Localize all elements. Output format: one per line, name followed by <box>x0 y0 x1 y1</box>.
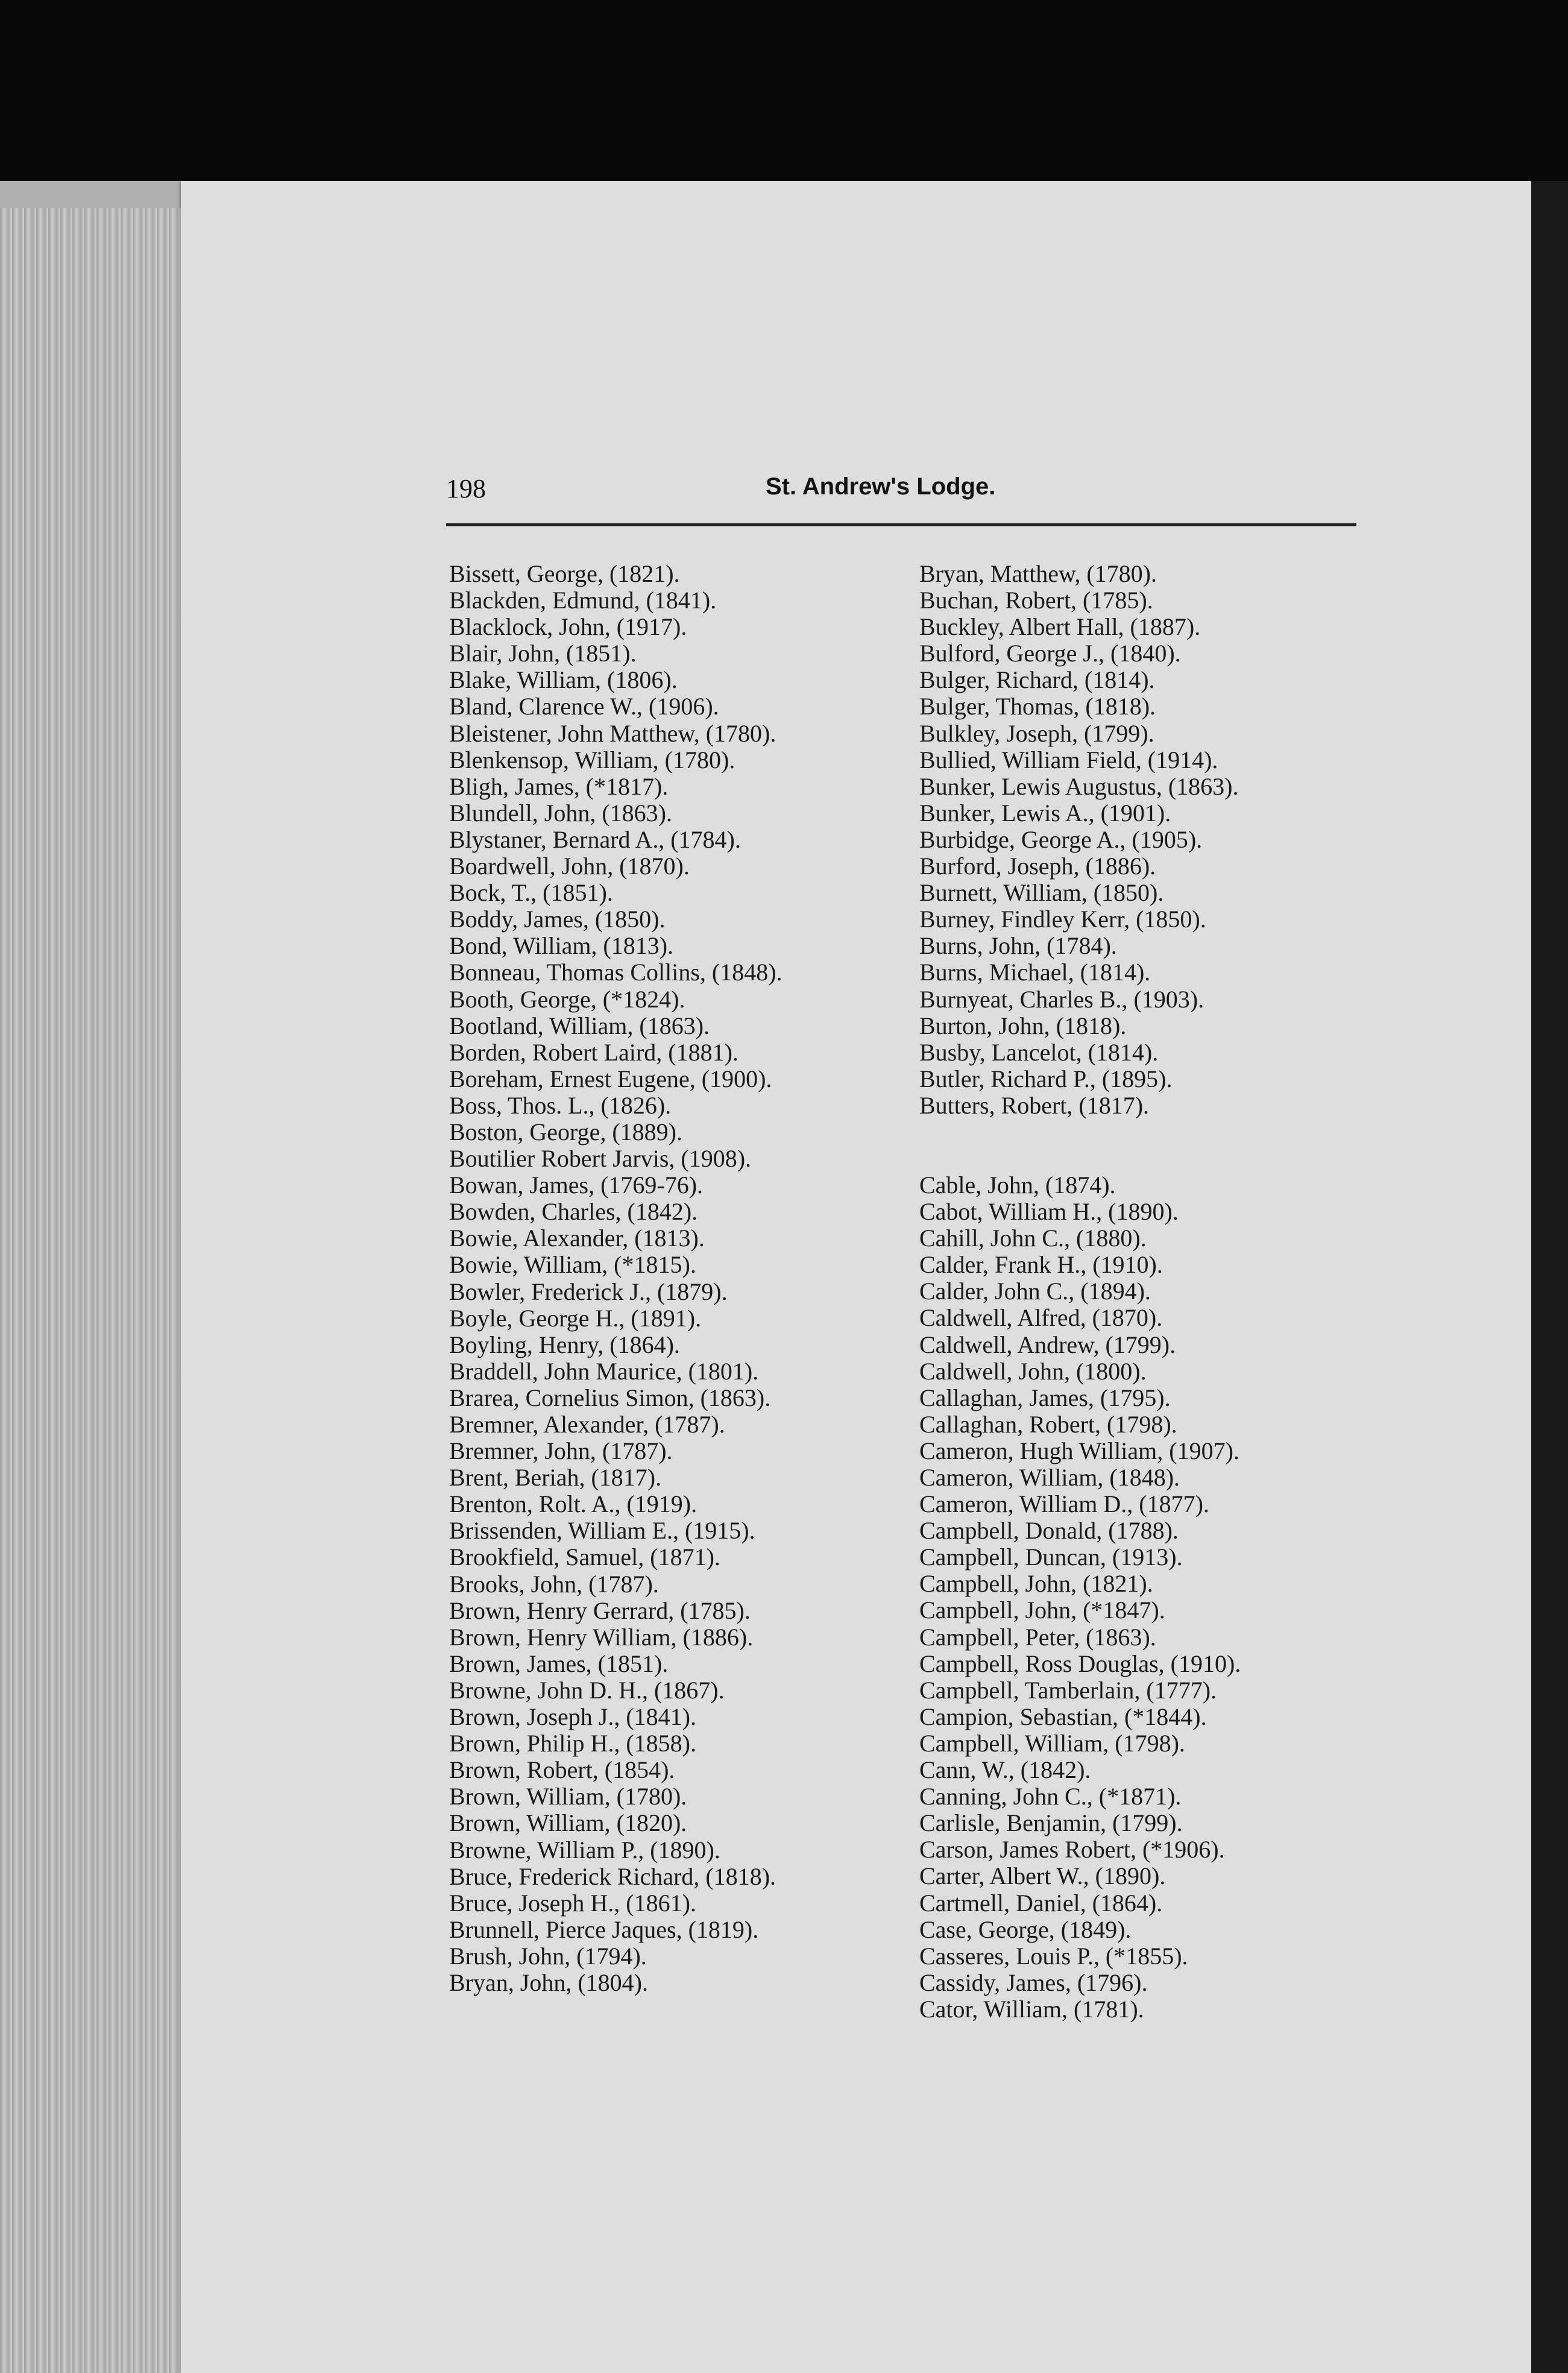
list-item: Bleistener, John Matthew, (1780). <box>449 719 776 747</box>
page-header <box>446 473 1356 522</box>
list-item: Bunker, Lewis Augustus, (1863). <box>919 772 1239 800</box>
list-item: Bock, T., (1851). <box>449 879 613 907</box>
list-item: Boyle, George H., (1891). <box>449 1304 702 1332</box>
list-item: Cahill, John C., (1880). <box>919 1224 1147 1252</box>
list-item: Buckley, Albert Hall, (1887). <box>919 613 1201 641</box>
list-item: Caldwell, Alfred, (1870). <box>919 1304 1163 1332</box>
list-item: Campion, Sebastian, (*1844). <box>919 1703 1207 1730</box>
list-item: Brenton, Rolt. A., (1919). <box>449 1490 697 1518</box>
list-item: Brarea, Cornelius Simon, (1863). <box>449 1384 771 1411</box>
list-item: Carson, James Robert, (*1906). <box>919 1836 1225 1864</box>
list-item: Bowden, Charles, (1842). <box>449 1198 698 1226</box>
list-item: Calder, John C., (1894). <box>919 1278 1151 1305</box>
list-item: Brown, William, (1820). <box>449 1809 687 1837</box>
list-item: Busby, Lancelot, (1814). <box>919 1038 1159 1066</box>
list-item: Bryan, Matthew, (1780). <box>919 560 1157 587</box>
page-number: 198 <box>446 474 486 503</box>
list-item: Blystaner, Bernard A., (1784). <box>449 825 741 853</box>
list-item: Bond, William, (1813). <box>449 932 674 960</box>
list-item: Blacklock, John, (1917). <box>449 613 687 641</box>
list-item: Brown, Henry William, (1886). <box>449 1623 754 1651</box>
list-item: Campbell, William, (1798). <box>919 1729 1185 1757</box>
list-item: Blundell, John, (1863). <box>449 799 672 827</box>
list-item: Brown, James, (1851). <box>449 1650 669 1677</box>
list-item: Campbell, John, (*1847). <box>919 1596 1165 1624</box>
page-edges <box>0 208 199 2373</box>
right-column <box>919 561 1378 2023</box>
running-title: St. Andrew's Lodge. <box>766 473 996 500</box>
list-item: Campbell, Duncan, (1913). <box>919 1543 1183 1571</box>
list-item: Brent, Beriah, (1817). <box>449 1464 662 1492</box>
list-item: Burford, Joseph, (1886). <box>919 852 1156 880</box>
list-item: Campbell, Peter, (1863). <box>919 1623 1156 1651</box>
list-item: Cameron, William D., (1877). <box>919 1490 1209 1518</box>
list-item: Bligh, James, (*1817). <box>449 772 669 800</box>
list-item: Buchan, Robert, (1785). <box>919 587 1153 614</box>
list-item: Casseres, Louis P., (*1855). <box>919 1942 1188 1970</box>
right-margin-dark <box>1531 181 1568 2373</box>
list-item: Campbell, Ross Douglas, (1910). <box>919 1650 1241 1677</box>
list-item: Bowan, James, (1769-76). <box>449 1171 704 1199</box>
list-item: Bowie, William, (*1815). <box>449 1251 696 1279</box>
list-item: Burney, Findley Kerr, (1850). <box>919 906 1206 933</box>
left-column <box>449 561 925 1996</box>
list-item: Burns, Michael, (1814). <box>919 959 1151 986</box>
list-item: Brissenden, William E., (1915). <box>449 1517 755 1545</box>
list-item: Bowler, Frederick J., (1879). <box>449 1278 728 1305</box>
list-item: Campbell, Tamberlain, (1777). <box>919 1676 1217 1704</box>
list-item: Bunker, Lewis A., (1901). <box>919 799 1171 827</box>
list-item: Burnyeat, Charles B., (1903). <box>919 985 1204 1013</box>
list-item: Cable, John, (1874). <box>919 1171 1116 1199</box>
list-item: Bryan, John, (1804). <box>449 1968 648 1996</box>
list-item: Calder, Frank H., (1910). <box>919 1251 1163 1279</box>
list-item: Bootland, William, (1863). <box>449 1012 710 1039</box>
list-item: Brookfield, Samuel, (1871). <box>449 1543 720 1571</box>
list-item: Cassidy, James, (1796). <box>919 1968 1148 1996</box>
list-item: Brown, William, (1780). <box>449 1783 687 1810</box>
list-item: Boddy, James, (1850). <box>449 906 666 933</box>
list-item: Bremner, John, (1787). <box>449 1437 673 1465</box>
list-item: Burnett, William, (1850). <box>919 879 1164 907</box>
list-item: Carter, Albert W., (1890). <box>919 1862 1166 1890</box>
list-item: Cann, W., (1842). <box>919 1756 1091 1784</box>
list-item: Bland, Clarence W., (1906). <box>449 693 719 720</box>
list-item: Callaghan, Robert, (1798). <box>919 1410 1177 1438</box>
list-item: Canning, John C., (*1871). <box>919 1783 1182 1810</box>
list-item: Booth, George, (*1824). <box>449 985 685 1013</box>
list-item: Brunnell, Pierce Jaques, (1819). <box>449 1915 759 1943</box>
list-item: Browne, John D. H., (1867). <box>449 1676 725 1704</box>
list-item: Boutilier Robert Jarvis, (1908). <box>449 1145 752 1173</box>
list-item: Campbell, John, (1821). <box>919 1570 1153 1598</box>
list-item: Cabot, William H., (1890). <box>919 1198 1179 1226</box>
list-item: Borden, Robert Laird, (1881). <box>449 1038 738 1066</box>
list-item: Cator, William, (1781). <box>919 1995 1144 2023</box>
background-dark <box>0 0 1568 181</box>
list-item: Bremner, Alexander, (1787). <box>449 1411 725 1438</box>
list-item: Cameron, Hugh William, (1907). <box>919 1437 1239 1464</box>
list-item: Brown, Philip H., (1858). <box>449 1730 696 1757</box>
list-item: Brush, John, (1794). <box>449 1942 647 1970</box>
list-item: Brooks, John, (1787). <box>449 1570 659 1598</box>
list-item: Blake, William, (1806). <box>449 666 678 694</box>
list-item: Burton, John, (1818). <box>919 1012 1127 1039</box>
list-item: Brown, Robert, (1854). <box>449 1756 675 1784</box>
list-item: Boss, Thos. L., (1826). <box>449 1091 672 1119</box>
list-item: Caldwell, Andrew, (1799). <box>919 1331 1176 1358</box>
header-rule <box>446 523 1356 526</box>
list-item: Bulger, Thomas, (1818). <box>919 693 1156 720</box>
list-item: Butters, Robert, (1817). <box>919 1091 1150 1119</box>
list-item: Bulford, George J., (1840). <box>919 640 1181 667</box>
list-item: Burbidge, George A., (1905). <box>919 825 1203 853</box>
list-item: Cartmell, Daniel, (1864). <box>919 1889 1163 1917</box>
list-item: Bruce, Joseph H., (1861). <box>449 1889 696 1917</box>
list-item: Case, George, (1849). <box>919 1915 1132 1943</box>
list-item: Bowie, Alexander, (1813). <box>449 1224 705 1252</box>
list-item: Burns, John, (1784). <box>919 932 1117 960</box>
list-item: Blackden, Edmund, (1841). <box>449 587 717 614</box>
list-item: Bruce, Frederick Richard, (1818). <box>449 1862 776 1890</box>
list-item: Browne, William P., (1890). <box>449 1836 720 1864</box>
section-gap <box>919 1119 1378 1172</box>
list-item: Carlisle, Benjamin, (1799). <box>919 1809 1183 1837</box>
list-item: Bulkley, Joseph, (1799). <box>919 719 1154 747</box>
list-item: Butler, Richard P., (1895). <box>919 1065 1173 1092</box>
list-item: Caldwell, John, (1800). <box>919 1357 1147 1385</box>
list-item: Boyling, Henry, (1864). <box>449 1331 680 1358</box>
list-item: Bulger, Richard, (1814). <box>919 666 1155 694</box>
list-item: Brown, Joseph J., (1841). <box>449 1703 696 1731</box>
list-item: Callaghan, James, (1795). <box>919 1384 1171 1411</box>
list-item: Campbell, Donald, (1788). <box>919 1517 1179 1545</box>
list-item: Bonneau, Thomas Collins, (1848). <box>449 959 782 986</box>
list-item: Boardwell, John, (1870). <box>449 852 690 880</box>
list-item: Blair, John, (1851). <box>449 640 637 667</box>
list-item: Brown, Henry Gerrard, (1785). <box>449 1596 751 1624</box>
list-item: Boston, George, (1889). <box>449 1118 682 1146</box>
list-item: Braddell, John Maurice, (1801). <box>449 1357 759 1385</box>
list-item: Blenkensop, William, (1780). <box>449 746 735 774</box>
list-item: Cameron, William, (1848). <box>919 1464 1180 1491</box>
list-item: Boreham, Ernest Eugene, (1900). <box>449 1065 772 1092</box>
list-item: Bissett, George, (1821). <box>449 560 680 587</box>
list-item: Bullied, William Field, (1914). <box>919 746 1218 774</box>
